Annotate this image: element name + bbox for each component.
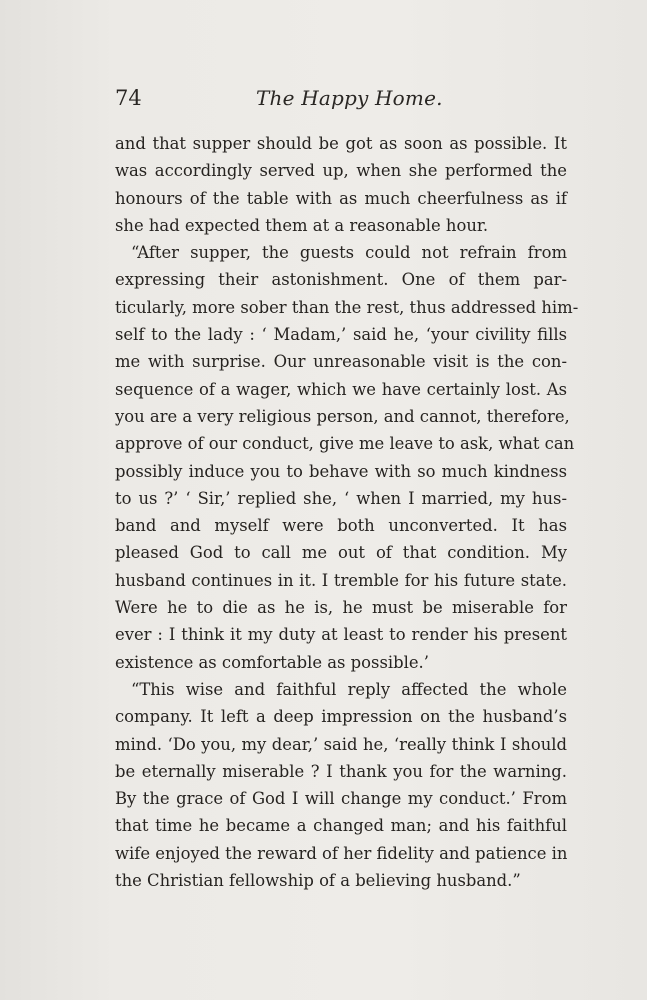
- text-line: to us ?’ ‘ Sir,’ replied she, ‘ when I married, my hus-: [115, 488, 567, 508]
- text-line: sequence of a wager, which we have certainly lost. As: [115, 379, 567, 399]
- text-line: possibly induce you to behave with so much kindness: [115, 461, 567, 481]
- text-line: me with surprise. Our unreasonable visit is the con-: [115, 352, 567, 372]
- text-line: self to the lady : ‘ Madam,’ said he, ‘your civility fills: [115, 325, 567, 345]
- text-line: By the grace of God I will change my conduct.’ From: [115, 789, 567, 809]
- text-line: approve of our conduct, give me leave to ask, what can: [115, 434, 575, 454]
- text-line: “This wise and faithful reply affected the whole: [131, 679, 567, 699]
- text-line: be eternally miserable ? I thank you for the warning.: [115, 761, 567, 781]
- text-line: ticularly, more sober than the rest, thus addressed him-: [115, 297, 579, 317]
- text-line: company. It left a deep impression on the husband’s: [115, 707, 567, 727]
- page-header: [115, 86, 570, 116]
- text-line: was accordingly served up, when she performed the: [115, 161, 567, 181]
- text-line: ever : I think it my duty at least to render his present: [115, 625, 567, 645]
- text-line: expressing their astonishment. One of them par-: [115, 270, 567, 290]
- text-line: existence as comfortable as possible.’: [115, 652, 429, 672]
- text-line: Were he to die as he is, he must be miserable for: [115, 598, 567, 618]
- text-line: band and myself were both unconverted. It has: [115, 516, 567, 536]
- text-line: that time he became a changed man; and his faithful: [115, 816, 567, 836]
- text-line: mind. ‘Do you, my dear,’ said he, ‘really think I should: [115, 734, 567, 754]
- text-line: the Christian fellowship of a believing husband.”: [115, 871, 521, 891]
- page-number: 74: [115, 86, 142, 110]
- running-head-title: The Happy Home.: [256, 86, 443, 110]
- text-line: and that supper should be got as soon as possible. It: [115, 134, 567, 153]
- text-line: she had expected them at a reasonable hour.: [115, 215, 489, 235]
- text-line: wife enjoyed the reward of her fidelity and patience in: [115, 843, 568, 863]
- body-text: [115, 130, 579, 894]
- text-line: husband continues in it. I tremble for his future state.: [115, 570, 567, 590]
- text-line: you are a very religious person, and cannot, therefore,: [115, 406, 570, 426]
- text-line: pleased God to call me out of that condition. My: [115, 543, 567, 563]
- text-line: honours of the table with as much cheerfulness as if: [115, 188, 567, 208]
- text-line: “After supper, the guests could not refrain from: [131, 243, 567, 263]
